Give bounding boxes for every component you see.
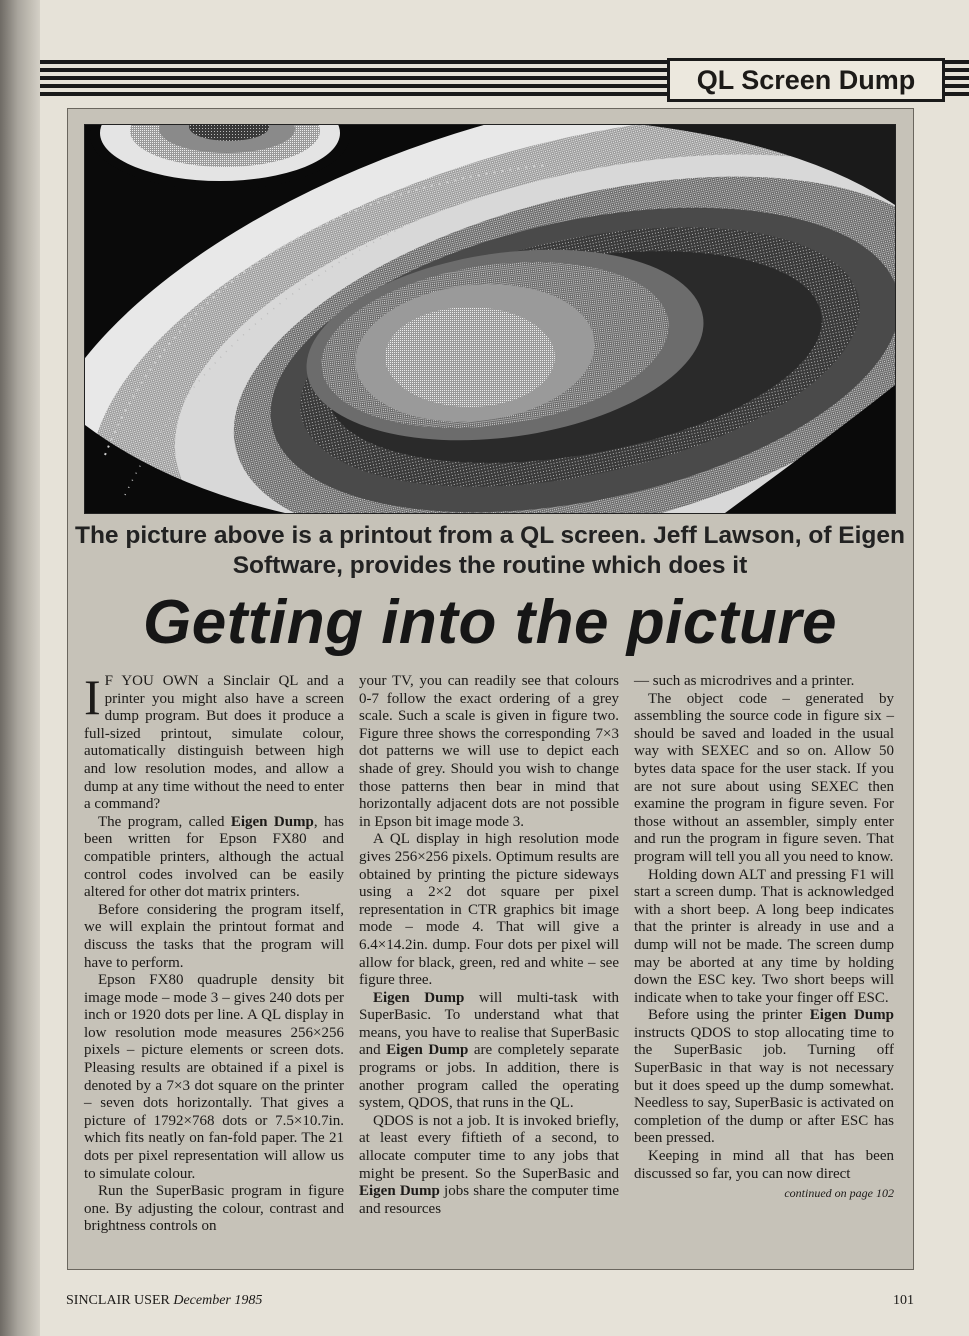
program-name: Eigen Dump — [386, 1042, 469, 1059]
paragraph-text: F YOU OWN a Sinclair QL and a printer you might also have a screen dump program. But does it produce a full-sized printout, simulate colour, automatically distinguish between high and low resolution modes, and allow a dump at any time without the need to enter a command? — [84, 673, 344, 813]
paragraph: your TV, you can readily see that colours 0-7 follow the exact ordering of a grey scale. Such a scale is given in figure two. Figure three shows the corresponding 7×3 dot patterns we will use to depict each shade of grey. Should you wish to change those patterns then bear in mind that horizontally adjacent dots are not possible in Epson bit image mode 3. — [359, 673, 619, 830]
paragraph: Keeping in mind all that has been discussed so far, you can now direct — [634, 1148, 894, 1182]
paragraph — [84, 814, 344, 902]
issue-date: December 1985 — [173, 1293, 263, 1308]
screen-dump-image — [85, 125, 895, 513]
paragraph — [359, 1113, 619, 1219]
drop-cap: I — [84, 669, 101, 725]
program-name: Eigen Dump — [230, 813, 314, 830]
header-rule-stripes-right — [944, 60, 969, 100]
paragraph-text: QDOS is not a job. It is invoked briefly, at least every fiftieth of a second, to allocate computer time to any jobs that might be present. So the SuperBasic and — [359, 1112, 619, 1182]
program-name: Eigen Dump — [809, 1007, 895, 1024]
paragraph: Epson FX80 quadruple density bit image mode – mode 3 – gives 240 dots per inch or 1920 dots per line. A QL display in low resolution mode measures 256×256 pixels – picture elements or screen dots. Pleasing results are obtained if a pixel is denoted by a 7×3 dot square on the printer – seven dots horizontally. That gives a picture of 1792×768 dots or 7.5×10.7in. which fits neatly on fan-fold paper. The 21 dots per pixel representation will allow us to simulate colour. — [84, 972, 344, 1182]
page-number: 101 — [893, 1293, 914, 1308]
paragraph-text: jobs share the computer time and resources — [359, 1183, 619, 1217]
paragraph-text: will multi-task with SuperBasic. To understand what that means, you have to realise that SuperBasic and — [359, 989, 619, 1059]
paragraph: Run the SuperBasic program in figure one. By adjusting the colour, contrast and brightness controls on — [84, 1183, 344, 1235]
column-2 — [359, 673, 619, 1268]
program-name: Eigen Dump — [373, 989, 465, 1006]
binding-gutter — [0, 0, 40, 1336]
paragraph-text: instructs QDOS to stop allocating time to the SuperBasic job. Turning off SuperBasic in that way is not necessary but it does speed up the dump somewhat. Needless to say, SuperBasic is activated on completion of the dump or after ESC has been pressed. — [634, 1024, 894, 1147]
paragraph: Before considering the program itself, we will explain the printout format and discuss the tasks that the program will have to perform. — [84, 901, 344, 971]
section-label: QL Screen Dump — [667, 58, 945, 102]
screen-dump-picture — [84, 124, 896, 514]
paragraph: A QL display in high resolution mode gives 256×256 pixels. Optimum results are obtained by printing the picture sideways using a 2×2 dot square per pixel representation in CTR graphics bit image mode – mode 4. That will give a 6.4×14.2in. dump. Four dots per pixel will allow for black, green, red and white – see figure three. — [359, 831, 619, 989]
article-subhead: The picture above is a printout from a QL screen. Jeff Lawson, of Eigen Software, provides the routine which does it — [75, 522, 905, 579]
paragraph-text: , has been written for Epson FX80 and compatible printers, although the actual control codes involved can be easily altered for other dot matrix printers. — [84, 813, 344, 901]
magazine-name: SINCLAIR USER — [66, 1293, 170, 1308]
header-rule-stripes — [40, 60, 672, 100]
column-3 — [634, 673, 894, 1268]
paragraph-text: Before using the printer — [648, 1007, 810, 1024]
paragraph — [634, 1007, 894, 1148]
continued-note: continued on page 102 — [784, 1186, 894, 1201]
paragraph — [84, 669, 344, 814]
paragraph: — such as microdrives and a printer. — [634, 673, 855, 689]
paragraph-text: The program, called — [98, 813, 231, 830]
program-name: Eigen Dump — [359, 1183, 440, 1200]
paragraph-text: are completely separate programs or jobs. In addition, there is another program called the operating system, QDOS, that runs in the QL. — [359, 1042, 619, 1112]
paragraph — [359, 990, 619, 1113]
paragraph: The object code – generated by assembling the source code in figure six – should be saved and loaded in the usual way with SEXEC and so on. Allow 50 bytes data space for the user stack. If you are not sure about using SEXEC then examine the program in figure seven. For those without an assembler, simply enter and run the program in figure seven. That program will tell you all you need to know. — [634, 690, 894, 865]
article-headline: Getting into the picture — [143, 588, 837, 657]
article-body — [84, 669, 895, 1268]
paragraph: Holding down ALT and pressing F1 will start a screen dump. That is acknowledged with a short beep. A long beep indicates that the printer is already in use and a dump will not be made. The screen dump may be aborted at any time by holding down the ESC key. Two short beeps will indicate when to take your finger off ESC. — [634, 866, 894, 1006]
footer-credit — [66, 1293, 262, 1309]
column-1 — [84, 669, 344, 1268]
